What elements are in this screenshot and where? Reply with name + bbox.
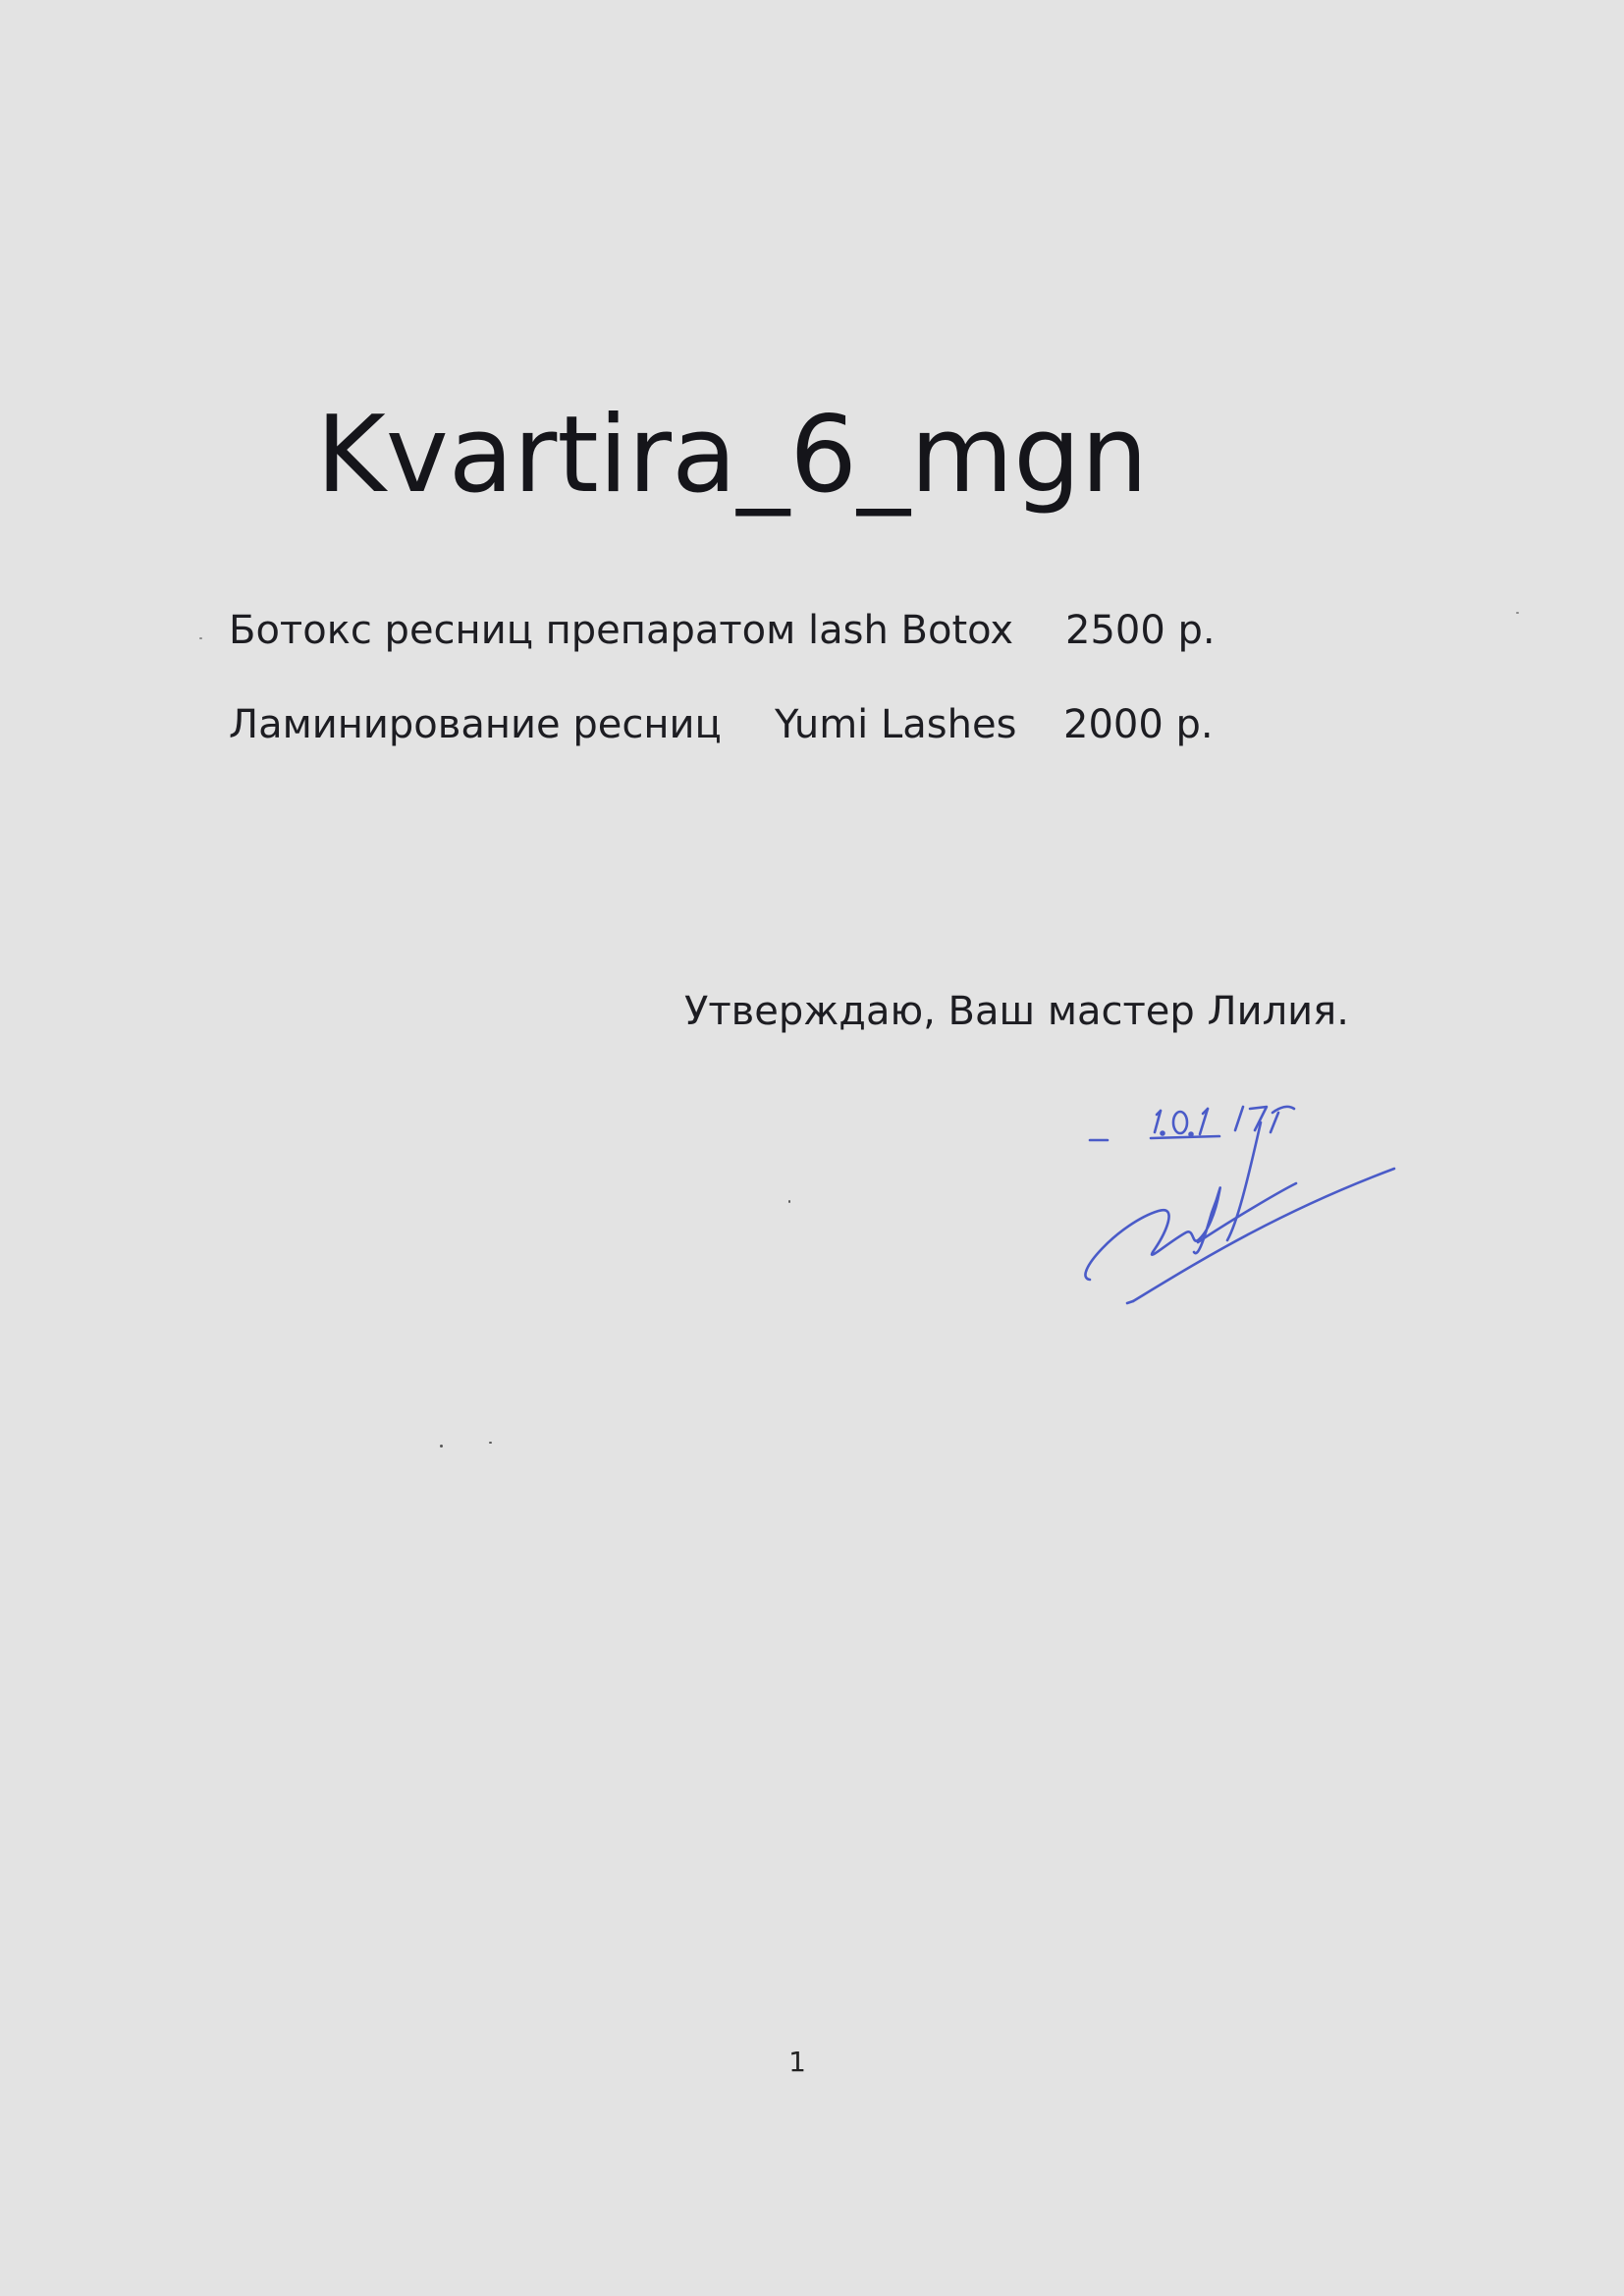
scan-speck bbox=[489, 1442, 492, 1444]
scan-speck bbox=[788, 1200, 790, 1203]
document-title: Kvartira_6_mgn bbox=[316, 394, 1149, 517]
handwritten-signature bbox=[1051, 1075, 1404, 1321]
service-price: 2500 р. bbox=[1065, 608, 1216, 653]
page-number: 1 bbox=[788, 2046, 806, 2078]
approval-statement: Утверждаю, Ваш мастер Лилия. bbox=[684, 989, 1349, 1034]
service-price: 2000 р. bbox=[1063, 702, 1214, 747]
scan-speck bbox=[199, 637, 202, 639]
service-name: Ламинирование ресниц bbox=[229, 702, 722, 747]
service-name: Ботокс ресниц препаратом lash Botox bbox=[229, 608, 1014, 653]
scan-speck bbox=[440, 1445, 443, 1448]
service-brand: Yumi Lashes bbox=[775, 702, 1017, 747]
scan-speck bbox=[1516, 612, 1519, 614]
